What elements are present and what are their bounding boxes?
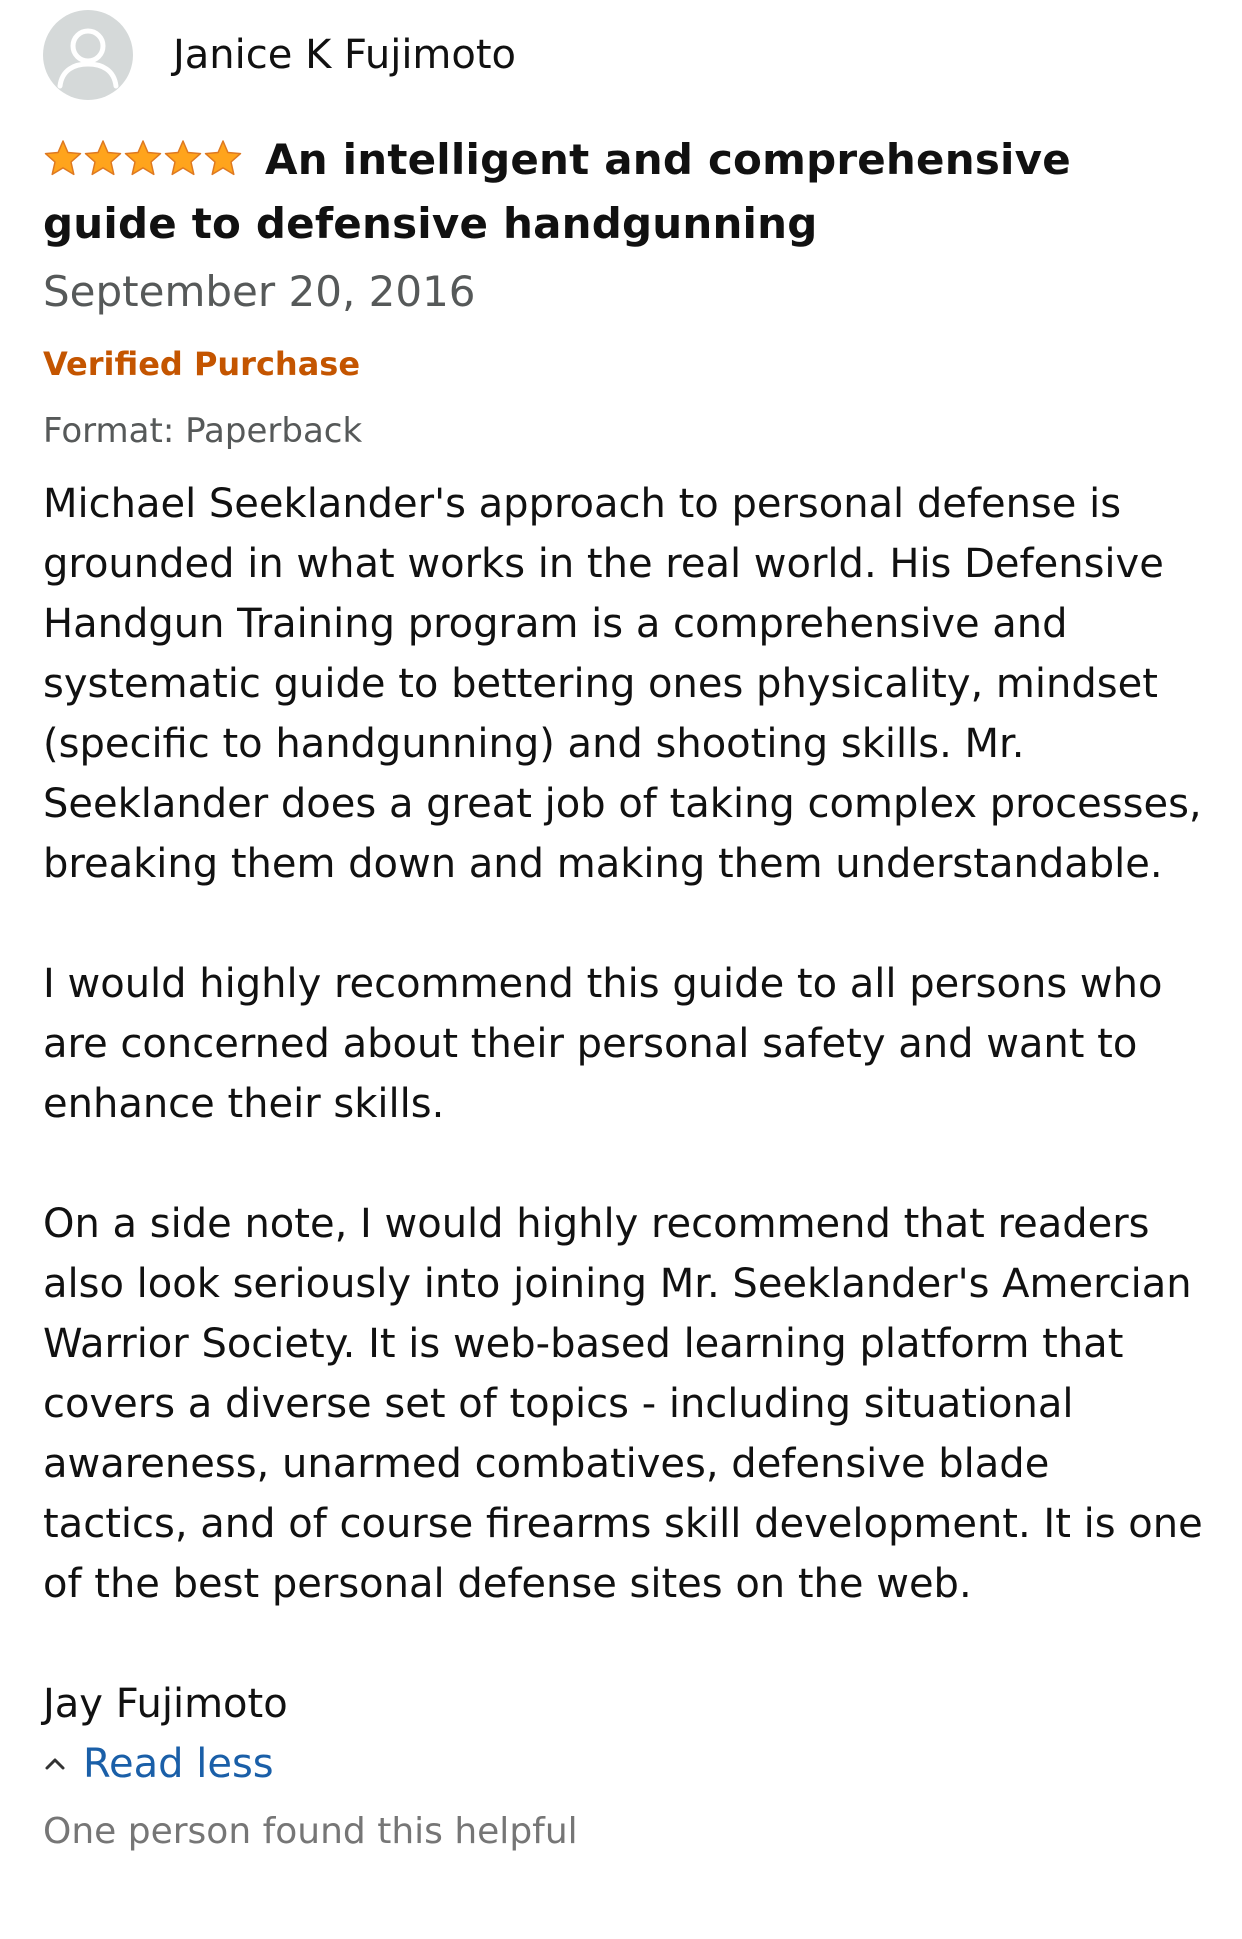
- star-icon: [123, 138, 163, 178]
- format-label[interactable]: Format: Paperback: [43, 411, 363, 451]
- read-less-label[interactable]: Read less: [83, 1741, 274, 1787]
- user-silhouette-icon: [43, 10, 133, 100]
- review-paragraph: Michael Seeklander's approach to personal defense is grounded in what works in the real world. His Defensive Handgun Training program is a comprehensive and systematic guide to bettering ones physicality, mindset (specific to handgunning) and shooting skills. Mr. Seeklander does a great job of taking complex processes, breaking them down and making them understandable.: [43, 481, 1202, 887]
- review-card: [43, 10, 1203, 1858]
- avatar[interactable]: [43, 10, 133, 100]
- review-body: [43, 474, 1203, 1614]
- review-header: [43, 10, 1203, 100]
- read-less-link[interactable]: [43, 1734, 1203, 1794]
- review-date: September 20, 2016: [43, 267, 476, 316]
- verified-purchase-badge: Verified Purchase: [43, 345, 361, 383]
- star-icon: [203, 138, 243, 178]
- star-icon: [43, 138, 83, 178]
- review-title[interactable]: An intelligent and comprehensive guide to defensive handgunning: [43, 135, 1071, 248]
- review-title-row: [43, 130, 1203, 254]
- chevron-up-icon: [43, 1754, 67, 1774]
- reviewer-name[interactable]: Janice K Fujimoto: [173, 32, 517, 78]
- star-icon: [163, 138, 203, 178]
- star-icon: [83, 138, 123, 178]
- review-signoff: Jay Fujimoto: [43, 1681, 288, 1727]
- star-rating[interactable]: [43, 134, 243, 194]
- helpful-count: One person found this helpful: [43, 1811, 578, 1852]
- review-paragraph: On a side note, I would highly recommend that readers also look seriously into joining Mr. Seeklander's Amercian Warrior Society. It is web-based learning platform that covers a diverse set of topics - including situational awareness, unarmed combatives, defensive blade tactics, and of course firearms skill development. It is one of the best personal defense sites on the web.: [43, 1201, 1203, 1607]
- review-paragraph: I would highly recommend this guide to all persons who are concerned about their personal safety and want to enhance their skills.: [43, 961, 1163, 1127]
